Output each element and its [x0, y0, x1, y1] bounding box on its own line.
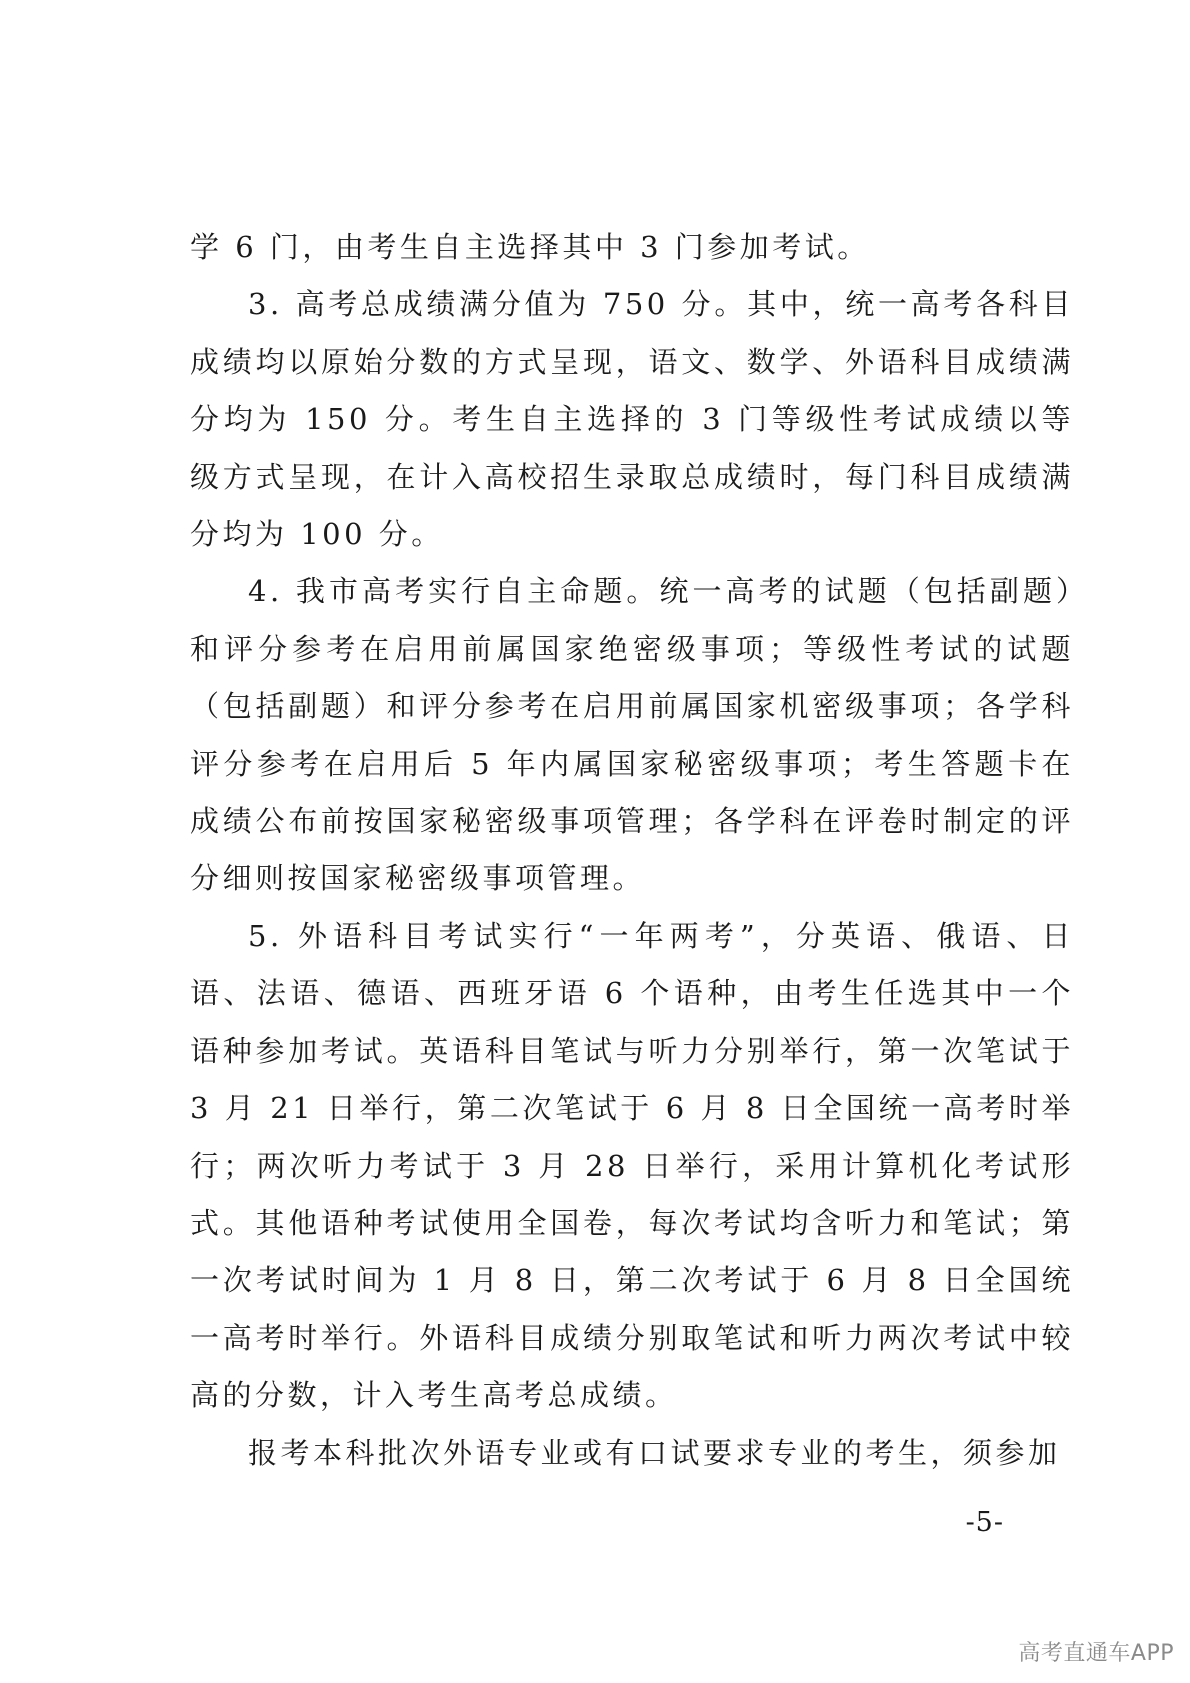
- paragraph-continuation: 学 6 门，由考生自主选择其中 3 门参加考试。: [190, 230, 870, 264]
- page-number: -5-: [965, 1507, 1004, 1538]
- document-body: [190, 219, 1074, 1482]
- paragraph-item-5: 5. 外语科目考试实行“一年两考”，分英语、俄语、日语、法语、德语、西班牙语 6 个语种，由考生任选其中一个语种参加考试。英语科目笔试与听力分别举行，第一次笔试于 3 月 21 日举行，第二次笔试于 6 月 8 日全国统一高考时举行；两次听力考试于 3 月 28 日举行，采用计算机化考试形式。其他语种考试使用全国卷，每次考试均含听力和笔试；第一次考试时间为 1 月 8 日，第二次考试于 6 月 8 日全国统一高考时举行。外语科目成绩分别取笔试和听力两次考试中较高的分数，计入考生高考总成绩。: [190, 918, 1074, 1413]
- paragraph-item-4: 4. 我市高考实行自主命题。统一高考的试题（包括副题）和评分参考在启用前属国家绝密级事项；等级性考试的试题（包括副题）和评分参考在启用前属国家机密级事项；各学科评分参考在启用后 5 年内属国家秘密级事项；考生答题卡在成绩公布前按国家秘密级事项管理；各学科在评卷时制定的评分细则按国家秘密级事项管理。: [190, 574, 1074, 896]
- paragraph-oral-exam: 报考本科批次外语专业或有口试要求专业的考生，须参加: [248, 1435, 1061, 1470]
- watermark-text: 高考直通车APP: [1018, 1641, 1174, 1666]
- paragraph-item-3: 3. 高考总成绩满分值为 750 分。其中，统一高考各科目成绩均以原始分数的方式呈现，语文、数学、外语科目成绩满分均为 150 分。考生自主选择的 3 门等级性考试成绩以等级方式呈现，在计入高校招生录取总成绩时，每门科目成绩满分均为 100 分。: [190, 287, 1074, 552]
